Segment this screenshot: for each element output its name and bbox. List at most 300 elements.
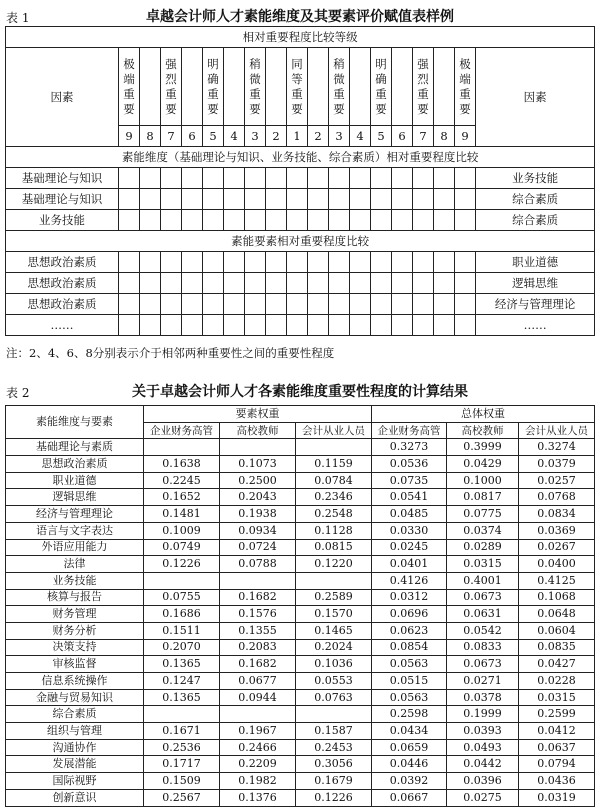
compare-left-factor: 思想政治素质 — [6, 273, 119, 294]
weight-value: 0.0257 — [519, 472, 595, 489]
weight-value: 0.0673 — [447, 656, 519, 673]
rating-cell[interactable] — [371, 315, 392, 336]
level-cell — [308, 48, 329, 126]
weight-value: 0.0604 — [519, 622, 595, 639]
scale-value: 8 — [434, 126, 455, 147]
weight-value — [220, 706, 296, 723]
row-label: 逻辑思维 — [6, 489, 144, 506]
weight-value: 0.0735 — [372, 472, 447, 489]
level-cell: 稍 微 重 要 — [329, 48, 350, 126]
rating-cell[interactable] — [413, 273, 434, 294]
compare-row — [6, 294, 595, 315]
weight-value: 0.0400 — [519, 556, 595, 573]
weight-value: 0.4001 — [447, 572, 519, 589]
row-label: 财务管理 — [6, 606, 144, 623]
rating-cell[interactable] — [140, 315, 161, 336]
row-label: 思想政治素质 — [6, 456, 144, 473]
weight-value: 0.1576 — [220, 606, 296, 623]
rating-cell[interactable] — [350, 252, 371, 273]
weight-value: 0.0784 — [296, 472, 372, 489]
table2-sub-header: 企业财务高管 — [372, 422, 447, 439]
weight-value: 0.2209 — [220, 756, 296, 773]
weight-value: 0.2598 — [372, 706, 447, 723]
row-label: 外语应用能力 — [6, 539, 144, 556]
rating-cell[interactable] — [455, 294, 476, 315]
rating-cell[interactable] — [455, 315, 476, 336]
weight-value: 0.1671 — [144, 723, 220, 740]
rating-cell[interactable] — [203, 210, 224, 231]
rating-cell[interactable] — [119, 210, 140, 231]
table-row — [6, 589, 595, 606]
level-cell: 明 确 重 要 — [371, 48, 392, 126]
weight-value: 0.0442 — [447, 756, 519, 773]
rating-cell[interactable] — [119, 189, 140, 210]
rating-cell[interactable] — [161, 294, 182, 315]
rating-cell[interactable] — [287, 273, 308, 294]
weight-value: 0.0563 — [372, 689, 447, 706]
scale-value: 2 — [308, 126, 329, 147]
compare-left-factor: 思想政治素质 — [6, 252, 119, 273]
rating-cell[interactable] — [434, 168, 455, 189]
compare-left-factor: 思想政治素质 — [6, 294, 119, 315]
rating-cell[interactable] — [182, 168, 203, 189]
weight-value: 0.0648 — [519, 606, 595, 623]
compare-left-factor: 业务技能 — [6, 210, 119, 231]
rating-cell[interactable] — [224, 252, 245, 273]
level-cell — [140, 48, 161, 126]
weight-value: 0.0401 — [372, 556, 447, 573]
weight-value: 0.2083 — [220, 639, 296, 656]
weight-value: 0.0245 — [372, 539, 447, 556]
compare-right-factor: 经济与管理理论 — [476, 294, 595, 315]
rating-cell[interactable] — [413, 168, 434, 189]
compare-row — [6, 315, 595, 336]
rating-cell[interactable] — [392, 273, 413, 294]
rating-cell[interactable] — [308, 294, 329, 315]
rating-cell[interactable] — [203, 315, 224, 336]
table2-sub-header: 会计从业人员 — [519, 422, 595, 439]
weight-value: 0.3056 — [296, 756, 372, 773]
weight-value: 0.0724 — [220, 539, 296, 556]
compare-row — [6, 210, 595, 231]
rating-cell[interactable] — [266, 252, 287, 273]
row-label: 创新意识 — [6, 789, 144, 806]
rating-cell[interactable] — [224, 168, 245, 189]
weight-value: 0.0434 — [372, 723, 447, 740]
table-row — [6, 723, 595, 740]
rating-cell[interactable] — [224, 210, 245, 231]
row-label: 核算与报告 — [6, 589, 144, 606]
weight-value: 0.1365 — [144, 689, 220, 706]
rating-cell[interactable] — [371, 252, 392, 273]
rating-cell[interactable] — [140, 273, 161, 294]
row-label: 决策支持 — [6, 639, 144, 656]
weight-value: 0.0637 — [519, 739, 595, 756]
rating-cell[interactable] — [371, 210, 392, 231]
rating-cell[interactable] — [350, 168, 371, 189]
rating-cell[interactable] — [119, 273, 140, 294]
rating-cell[interactable] — [308, 315, 329, 336]
rating-cell[interactable] — [350, 210, 371, 231]
rating-cell[interactable] — [371, 273, 392, 294]
weight-value: 0.0374 — [447, 522, 519, 539]
weight-value: 0.0768 — [519, 489, 595, 506]
weight-value: 0.2043 — [220, 489, 296, 506]
weight-value: 0.1073 — [220, 456, 296, 473]
weight-value: 0.0379 — [519, 456, 595, 473]
rating-cell[interactable] — [182, 252, 203, 273]
rating-cell[interactable] — [308, 273, 329, 294]
compare-right-factor: …… — [476, 315, 595, 336]
rating-cell[interactable] — [161, 168, 182, 189]
compare-right-factor: 逻辑思维 — [476, 273, 595, 294]
weight-value: 0.0854 — [372, 639, 447, 656]
table-row — [6, 522, 595, 539]
table2-sub-header: 企业财务高管 — [144, 422, 220, 439]
weight-value: 0.0436 — [519, 773, 595, 790]
rating-cell[interactable] — [371, 189, 392, 210]
table-row — [6, 789, 595, 806]
weight-value: 0.0515 — [372, 673, 447, 690]
level-cell — [350, 48, 371, 126]
rating-cell[interactable] — [203, 294, 224, 315]
weight-value: 0.0673 — [447, 589, 519, 606]
row-label: 审核监督 — [6, 656, 144, 673]
rating-cell[interactable] — [140, 210, 161, 231]
scale-value: 6 — [182, 126, 203, 147]
weight-value: 0.1220 — [296, 556, 372, 573]
weight-value: 0.0493 — [447, 739, 519, 756]
weight-value: 0.0396 — [447, 773, 519, 790]
table1-factor-header-left: 因素 — [6, 48, 119, 147]
weight-value: 0.2466 — [220, 739, 296, 756]
table1-section2-title: 素能要素相对重要程度比较 — [6, 231, 595, 252]
rating-cell[interactable] — [287, 294, 308, 315]
table1-section1-title: 素能维度（基础理论与知识、业务技能、综合素质）相对重要程度比较 — [6, 147, 595, 168]
weight-value: 0.0563 — [372, 656, 447, 673]
weight-value: 0.0553 — [296, 673, 372, 690]
rating-cell[interactable] — [434, 294, 455, 315]
table2-sub-header: 高校教师 — [447, 422, 519, 439]
rating-cell[interactable] — [182, 315, 203, 336]
rating-cell[interactable] — [455, 273, 476, 294]
rating-cell[interactable] — [329, 273, 350, 294]
rating-cell[interactable] — [413, 210, 434, 231]
weight-value: 0.1686 — [144, 606, 220, 623]
weight-value: 0.0631 — [447, 606, 519, 623]
rating-cell[interactable] — [161, 315, 182, 336]
rating-cell[interactable] — [392, 168, 413, 189]
compare-right-factor: 业务技能 — [476, 168, 595, 189]
rating-cell[interactable] — [434, 273, 455, 294]
rating-cell[interactable] — [182, 273, 203, 294]
rating-cell[interactable] — [287, 168, 308, 189]
level-cell — [266, 48, 287, 126]
weight-value: 0.1000 — [447, 472, 519, 489]
level-cell — [182, 48, 203, 126]
table1-title: 卓越会计师人才素能维度及其要素评价赋值表样例 — [146, 9, 454, 25]
scale-value: 6 — [392, 126, 413, 147]
weight-value: 0.0412 — [519, 723, 595, 740]
row-label: 综合素质 — [6, 706, 144, 723]
table1-levels-row — [6, 48, 595, 126]
rating-cell[interactable] — [245, 210, 266, 231]
rating-cell[interactable] — [308, 252, 329, 273]
weight-value: 0.0315 — [519, 689, 595, 706]
level-cell: 极 端 重 要 — [455, 48, 476, 126]
rating-cell[interactable] — [161, 210, 182, 231]
weight-value: 0.0315 — [447, 556, 519, 573]
rating-cell[interactable] — [140, 294, 161, 315]
scale-value: 9 — [455, 126, 476, 147]
row-label: 语言与文字表达 — [6, 522, 144, 539]
scale-value: 3 — [245, 126, 266, 147]
rating-cell[interactable] — [224, 273, 245, 294]
rating-cell[interactable] — [182, 210, 203, 231]
table-row — [6, 739, 595, 756]
rating-cell[interactable] — [119, 168, 140, 189]
scale-value: 7 — [161, 126, 182, 147]
weight-value — [296, 439, 372, 456]
rating-cell[interactable] — [203, 168, 224, 189]
weight-value: 0.0267 — [519, 539, 595, 556]
weight-value: 0.1009 — [144, 522, 220, 539]
rating-cell[interactable] — [392, 189, 413, 210]
weight-value: 0.1226 — [144, 556, 220, 573]
weight-value: 0.0485 — [372, 506, 447, 523]
weight-value: 0.2070 — [144, 639, 220, 656]
rating-cell[interactable] — [245, 273, 266, 294]
rating-cell[interactable] — [119, 294, 140, 315]
rating-cell[interactable] — [266, 210, 287, 231]
weight-value: 0.4125 — [519, 572, 595, 589]
weight-value: 0.2548 — [296, 506, 372, 523]
weight-value: 0.0659 — [372, 739, 447, 756]
rating-cell[interactable] — [245, 315, 266, 336]
table-row — [6, 506, 595, 523]
rating-cell[interactable] — [371, 168, 392, 189]
weight-value: 0.0944 — [220, 689, 296, 706]
row-label: 职业道德 — [6, 472, 144, 489]
row-label: 发展潜能 — [6, 756, 144, 773]
rating-cell[interactable] — [329, 294, 350, 315]
weight-value: 0.1355 — [220, 622, 296, 639]
rating-cell[interactable] — [413, 189, 434, 210]
rating-cell[interactable] — [350, 189, 371, 210]
rating-cell[interactable] — [224, 315, 245, 336]
rating-cell[interactable] — [266, 189, 287, 210]
rating-cell[interactable] — [119, 315, 140, 336]
weight-value: 0.0289 — [447, 539, 519, 556]
weight-value: 0.1068 — [519, 589, 595, 606]
weight-value: 0.0696 — [372, 606, 447, 623]
rating-cell[interactable] — [413, 294, 434, 315]
rating-cell[interactable] — [266, 294, 287, 315]
compare-row — [6, 273, 595, 294]
rating-cell[interactable] — [455, 168, 476, 189]
table-row — [6, 689, 595, 706]
weight-value: 0.2245 — [144, 472, 220, 489]
weight-value — [220, 439, 296, 456]
rating-cell[interactable] — [140, 252, 161, 273]
rating-cell[interactable] — [329, 252, 350, 273]
table1-section2-row — [6, 231, 595, 252]
rating-cell[interactable] — [434, 252, 455, 273]
rating-cell[interactable] — [182, 189, 203, 210]
weight-value: 0.1652 — [144, 489, 220, 506]
table-row — [6, 556, 595, 573]
weight-value: 0.0755 — [144, 589, 220, 606]
rating-cell[interactable] — [392, 210, 413, 231]
table-row — [6, 472, 595, 489]
weight-value: 0.0536 — [372, 456, 447, 473]
row-label: 经济与管理理论 — [6, 506, 144, 523]
level-cell — [434, 48, 455, 126]
rating-cell[interactable] — [392, 294, 413, 315]
rating-cell[interactable] — [329, 168, 350, 189]
rating-cell[interactable] — [161, 189, 182, 210]
rating-cell[interactable] — [287, 315, 308, 336]
table2 — [5, 405, 595, 807]
rating-cell[interactable] — [350, 273, 371, 294]
rating-cell[interactable] — [140, 168, 161, 189]
rating-cell[interactable] — [455, 252, 476, 273]
rating-cell[interactable] — [392, 315, 413, 336]
scale-value: 7 — [413, 126, 434, 147]
weight-value: 0.0429 — [447, 456, 519, 473]
weight-value: 0.0271 — [447, 673, 519, 690]
rating-cell[interactable] — [308, 189, 329, 210]
rating-cell[interactable] — [119, 252, 140, 273]
weight-value — [144, 572, 220, 589]
rating-cell[interactable] — [434, 189, 455, 210]
table-row — [6, 706, 595, 723]
rating-cell[interactable] — [203, 273, 224, 294]
rating-cell[interactable] — [203, 252, 224, 273]
weight-value: 0.1999 — [447, 706, 519, 723]
weight-value: 0.1481 — [144, 506, 220, 523]
weight-value: 0.3274 — [519, 439, 595, 456]
weight-value: 0.1982 — [220, 773, 296, 790]
weight-value: 0.1682 — [220, 656, 296, 673]
weight-value: 0.1511 — [144, 622, 220, 639]
compare-right-factor: 职业道德 — [476, 252, 595, 273]
weight-value: 0.1036 — [296, 656, 372, 673]
rating-cell[interactable] — [308, 168, 329, 189]
rating-cell[interactable] — [224, 294, 245, 315]
weight-value: 0.2500 — [220, 472, 296, 489]
table2-dim-header: 素能维度与要素 — [6, 406, 144, 439]
weight-value: 0.0319 — [519, 789, 595, 806]
rating-cell[interactable] — [434, 210, 455, 231]
row-label: 法律 — [6, 556, 144, 573]
table-row — [6, 572, 595, 589]
table-row — [6, 773, 595, 790]
rating-cell[interactable] — [392, 252, 413, 273]
level-cell: 同 等 重 要 — [287, 48, 308, 126]
scale-value: 9 — [119, 126, 140, 147]
table-row — [6, 456, 595, 473]
rating-cell[interactable] — [266, 168, 287, 189]
weight-value: 0.1128 — [296, 522, 372, 539]
scale-value: 5 — [371, 126, 392, 147]
compare-row — [6, 168, 595, 189]
rating-cell[interactable] — [161, 252, 182, 273]
rating-cell[interactable] — [161, 273, 182, 294]
weight-value: 0.0934 — [220, 522, 296, 539]
rating-cell[interactable] — [371, 294, 392, 315]
table1-top-header-row — [6, 27, 595, 48]
level-cell: 极 端 重 要 — [119, 48, 140, 126]
rating-cell[interactable] — [413, 252, 434, 273]
compare-right-factor: 综合素质 — [476, 189, 595, 210]
weight-value: 0.0667 — [372, 789, 447, 806]
rating-cell[interactable] — [182, 294, 203, 315]
rating-cell[interactable] — [287, 210, 308, 231]
rating-cell[interactable] — [266, 273, 287, 294]
weight-value: 0.0815 — [296, 539, 372, 556]
rating-cell[interactable] — [287, 189, 308, 210]
rating-cell[interactable] — [203, 189, 224, 210]
table1-section1-body — [6, 168, 595, 231]
rating-cell[interactable] — [329, 315, 350, 336]
weight-value: 0.1679 — [296, 773, 372, 790]
weight-value: 0.2024 — [296, 639, 372, 656]
weight-value: 0.1226 — [296, 789, 372, 806]
rating-cell[interactable] — [455, 210, 476, 231]
weight-value: 0.0541 — [372, 489, 447, 506]
table1-factor-header-right: 因素 — [476, 48, 595, 147]
rating-cell[interactable] — [350, 315, 371, 336]
weight-value — [220, 572, 296, 589]
rating-cell[interactable] — [350, 294, 371, 315]
rating-cell[interactable] — [434, 315, 455, 336]
rating-cell[interactable] — [455, 189, 476, 210]
weight-value: 0.1570 — [296, 606, 372, 623]
weight-value: 0.1365 — [144, 656, 220, 673]
rating-cell[interactable] — [308, 210, 329, 231]
row-label: 国际视野 — [6, 773, 144, 790]
rating-cell[interactable] — [224, 189, 245, 210]
weight-value: 0.0542 — [447, 622, 519, 639]
level-cell — [392, 48, 413, 126]
table2-sub-header: 会计从业人员 — [296, 422, 372, 439]
rating-cell[interactable] — [287, 252, 308, 273]
weight-value: 0.0833 — [447, 639, 519, 656]
weight-value: 0.1938 — [220, 506, 296, 523]
rating-cell[interactable] — [245, 189, 266, 210]
weight-value — [296, 706, 372, 723]
weight-value: 0.0312 — [372, 589, 447, 606]
weight-value — [296, 572, 372, 589]
rating-cell[interactable] — [245, 294, 266, 315]
weight-value: 0.0369 — [519, 522, 595, 539]
rating-cell[interactable] — [413, 315, 434, 336]
rating-cell[interactable] — [140, 189, 161, 210]
table-row — [6, 673, 595, 690]
scale-value: 4 — [350, 126, 371, 147]
rating-cell[interactable] — [329, 189, 350, 210]
level-cell: 明 确 重 要 — [203, 48, 224, 126]
rating-cell[interactable] — [329, 210, 350, 231]
weight-value: 0.2567 — [144, 789, 220, 806]
rating-cell[interactable] — [266, 315, 287, 336]
rating-cell[interactable] — [245, 252, 266, 273]
rating-cell[interactable] — [245, 168, 266, 189]
weight-value: 0.0330 — [372, 522, 447, 539]
level-cell: 强 烈 重 要 — [413, 48, 434, 126]
table1-section1-row — [6, 147, 595, 168]
